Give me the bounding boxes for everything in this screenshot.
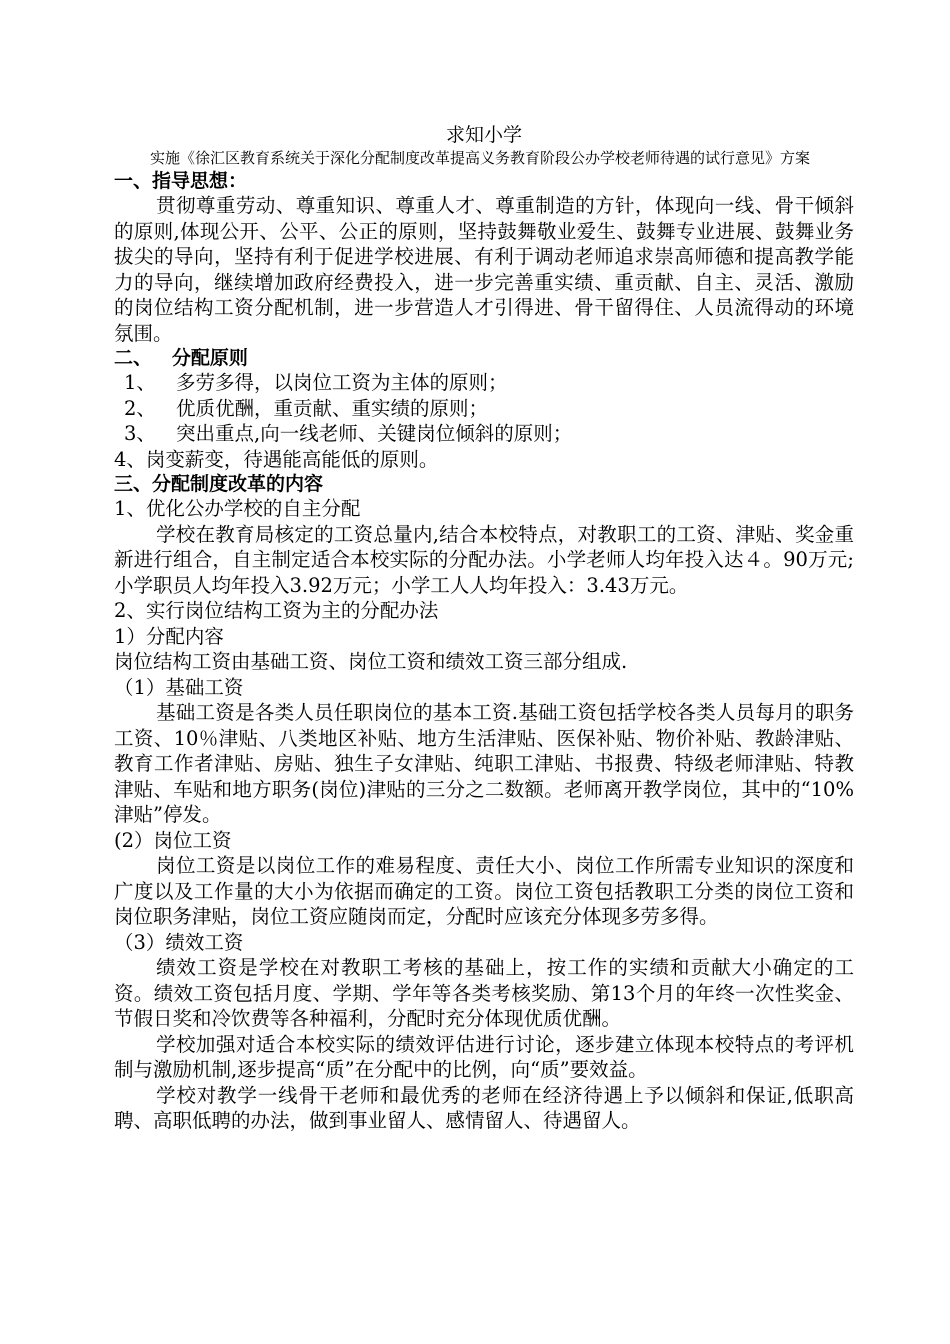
basic-wage-title: （1）基础工资 [114, 675, 244, 699]
distribution-content-body: 岗位结构工资由基础工资、岗位工资和绩效工资三部分组成. [114, 650, 628, 673]
principle-text: 多劳多得，以岗位工资为主体的原则； [176, 371, 508, 394]
document-page [114, 123, 854, 1134]
frontline-teacher-paragraph: 学校对教学一线骨干老师和最优秀的老师在经济待遇上予以倾斜和保证,低职高聘、高职低聘的办法，做到事业留人、感情留人、待遇留人。 [114, 1083, 854, 1132]
principle-item [114, 421, 854, 447]
section-2-heading: 二、 分配原则 [114, 347, 248, 369]
principle-item [114, 396, 854, 422]
basic-wage-body: 基础工资是各类人员任职岗位的基本工资.基础工资包括学校各类人员每月的职务工资、10％津贴、八类地区补贴、地方生活津贴、医保补贴、物价补贴、教龄津贴、教育工作者津贴、房贴、独生子女津贴、纯职工津贴、书报费、特级老师津贴、特教津贴、车贴和地方职务(岗位)津贴的三分之二数额。老师离开教学岗位，其中的“10%津贴”停发。 [114, 701, 854, 826]
subsection-1-body: 学校在教育局核定的工资总量内,结合本校特点，对教职工的工资、津贴、奖金重新进行组合，自主制定适合本校实际的分配办法。小学老师人均年投入达４。90万元;小学职员人均年投入3.92万元；小学工人人均年投入：3.43万元。 [114, 522, 854, 597]
post-wage-body: 岗位工资是以岗位工作的难易程度、责任大小、岗位工作所需专业知识的深度和广度以及工作量的大小为依据而确定的工资。岗位工资包括教职工分类的岗位工资和岗位职务津贴，岗位工资应随岗而定，分配时应该充分体现多劳多得。 [114, 854, 854, 928]
principle-text: 优质优酬，重贡献、重实绩的原则； [176, 396, 489, 420]
performance-wage-body: 绩效工资是学校在对教职工考核的基础上，按工作的实绩和贡献大小确定的工资。绩效工资包括月度、学期、学年等各类考核奖励、第13个月的年终一次性奖金、节假日奖和冷饮费等各种福利，分配时充分体现优质优酬。 [114, 956, 854, 1030]
distribution-content-title: 1）分配内容 [114, 624, 224, 648]
principle-number: 3、 [124, 422, 156, 445]
principle-text: 突出重点,向一线老师、关键岗位倾斜的原则； [176, 422, 573, 445]
principle-number: 2、 [124, 396, 156, 420]
principle-text: 岗变薪变，待遇能高能低的原则。 [145, 447, 439, 471]
section-1-body: 贯彻尊重劳动、尊重知识、尊重人才、尊重制造的方针，体现向一线、骨干倾斜的原则,体现公开、公平、公正的原则，坚持鼓舞敬业爱生、鼓舞专业进展、鼓舞业务拔尖的导向，坚持有利于促进学校进展、有利于调动老师追求崇高师德和提高教学能力的导向，继续增加政府经费投入，进一步完善重实绩、重贡献、自主、灵活、激励的岗位结构工资分配机制，进一步营造人才引得进、骨干留得住、人员流得动的环境氛围。 [114, 194, 854, 345]
doc-subtitle: 实施《徐汇区教育系统关于深化分配制度改革提高义务教育阶段公办学校老师待遇的试行意见》方案 [149, 149, 810, 167]
performance-wage-title: （3）绩效工资 [114, 930, 244, 954]
principle-number: 4、 [114, 447, 146, 471]
principle-item [114, 370, 854, 396]
doc-title: 求知小学 [445, 124, 522, 146]
principle-item [114, 447, 854, 473]
post-wage-title: (2）岗位工资 [114, 828, 232, 852]
section-3-heading: 三、分配制度改革的内容 [114, 473, 324, 495]
section-1-heading: 一、指导思想： [114, 170, 248, 192]
subsection-1-title: 1、优化公办学校的自主分配 [114, 497, 361, 520]
subsection-2-title: 2、实行岗位结构工资为主的分配办法 [114, 599, 439, 622]
evaluation-paragraph: 学校加强对适合本校实际的绩效评估进行讨论，逐步建立体现本校特点的考评机制与激励机制,逐步提高“质”在分配中的比例，向“质”要效益。 [114, 1032, 854, 1081]
principle-number: 1、 [124, 371, 156, 394]
